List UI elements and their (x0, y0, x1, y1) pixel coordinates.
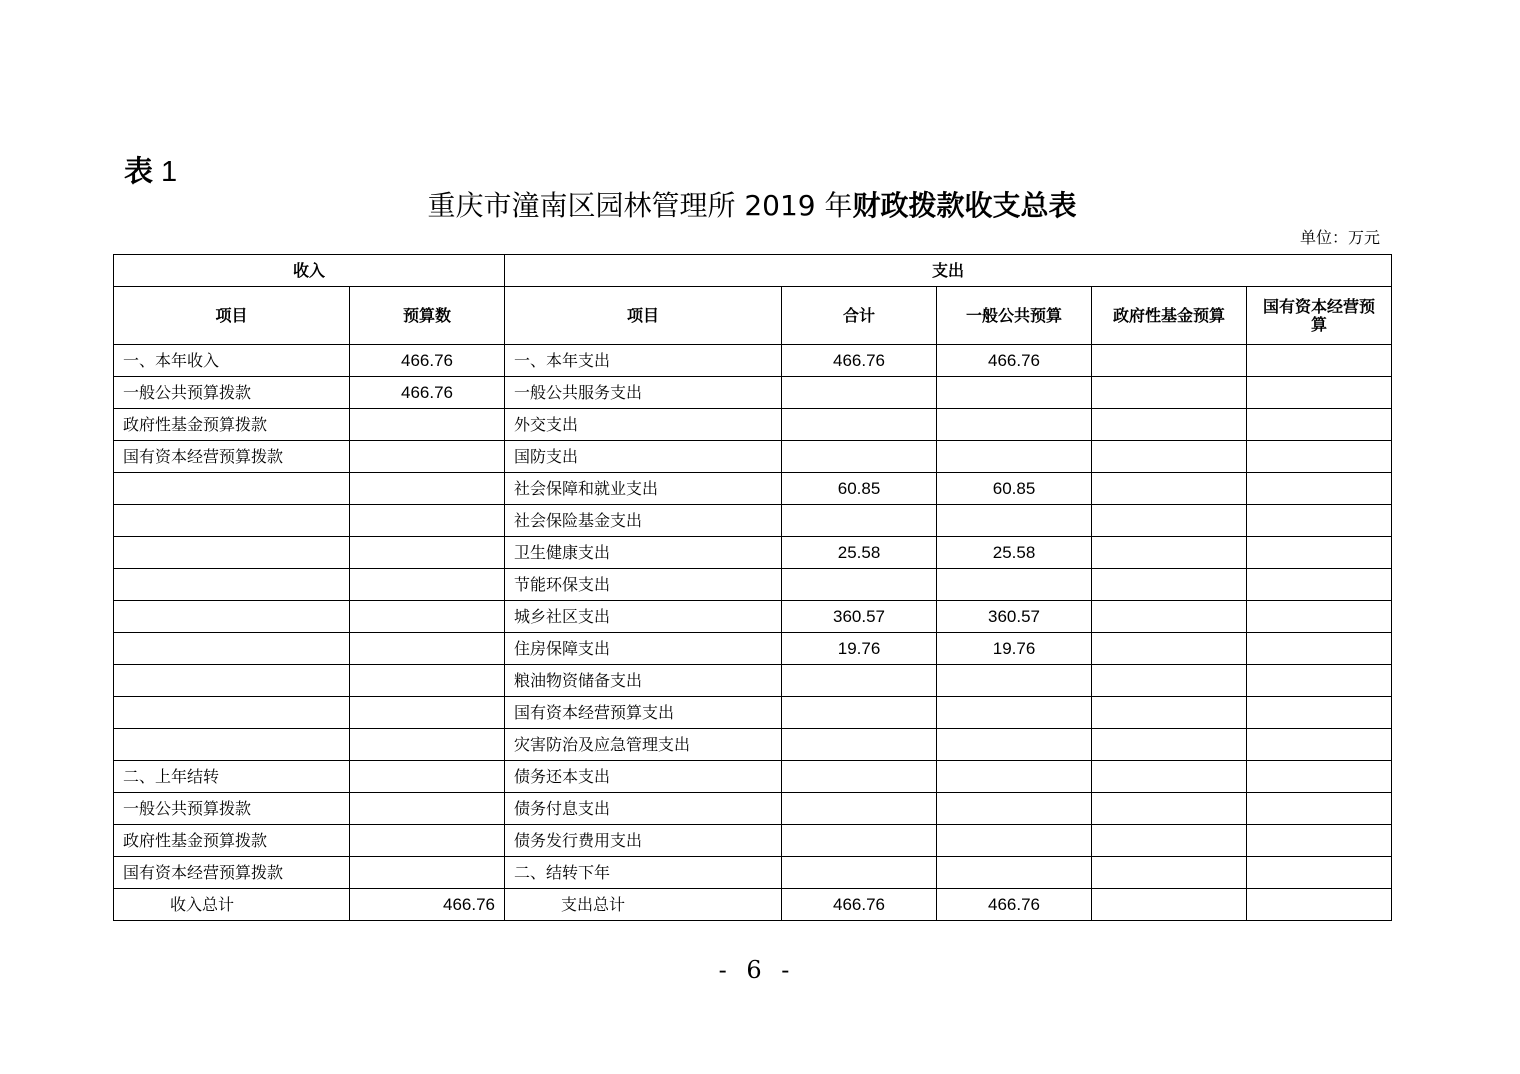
expense-item-cell: 债务还本支出 (505, 761, 782, 793)
income-budget-cell (350, 697, 505, 729)
income-item-cell: 一、本年收入 (114, 345, 350, 377)
government-fund-budget-cell (1092, 665, 1247, 697)
expense-total-cell (782, 569, 937, 601)
general-public-budget-cell (937, 505, 1092, 537)
government-fund-budget-cell (1092, 857, 1247, 889)
expense-item-cell: 社会保障和就业支出 (505, 473, 782, 505)
table-row (114, 601, 1392, 633)
table-label-number: 1 (161, 156, 178, 188)
expense-total-total-cell: 466.76 (782, 889, 937, 921)
table-row (114, 537, 1392, 569)
income-budget-cell (350, 633, 505, 665)
income-budget-cell: 466.76 (350, 377, 505, 409)
government-fund-budget-cell (1092, 569, 1247, 601)
income-budget-cell (350, 473, 505, 505)
income-item-cell: 政府性基金预算拨款 (114, 409, 350, 441)
general-public-budget-cell (937, 569, 1092, 601)
state-capital-budget-cell (1247, 665, 1392, 697)
general-public-budget-cell (937, 377, 1092, 409)
expense-item-cell: 社会保险基金支出 (505, 505, 782, 537)
expense-item-cell: 外交支出 (505, 409, 782, 441)
expense-total-cell (782, 793, 937, 825)
expense-item-total-cell: 支出总计 (505, 889, 782, 921)
expense-total-cell (782, 761, 937, 793)
expense-item-cell: 卫生健康支出 (505, 537, 782, 569)
income-item-cell (114, 665, 350, 697)
budget-table (113, 254, 1392, 921)
expense-item-cell: 国防支出 (505, 441, 782, 473)
general-public-budget-total-cell: 466.76 (937, 889, 1092, 921)
government-fund-budget-cell (1092, 601, 1247, 633)
expense-item-cell: 二、结转下年 (505, 857, 782, 889)
expense-total-cell: 466.76 (782, 345, 937, 377)
government-fund-budget-cell (1092, 793, 1247, 825)
unit-label: 单位：万元 (1299, 228, 1380, 247)
state-capital-budget-cell (1247, 377, 1392, 409)
expense-item-cell: 城乡社区支出 (505, 601, 782, 633)
expense-item-cell: 粮油物资储备支出 (505, 665, 782, 697)
income-item-cell: 一般公共预算拨款 (114, 377, 350, 409)
expense-total-cell (782, 825, 937, 857)
income-item-cell (114, 729, 350, 761)
state-capital-budget-cell (1247, 505, 1392, 537)
table-label-prefix: 表 (124, 154, 154, 188)
table-row (114, 633, 1392, 665)
income-item-cell: 国有资本经营预算拨款 (114, 857, 350, 889)
income-group-header: 收入 (114, 255, 505, 287)
income-item-cell: 政府性基金预算拨款 (114, 825, 350, 857)
expense-total-cell (782, 729, 937, 761)
expense-total-cell (782, 697, 937, 729)
government-fund-budget-cell (1092, 409, 1247, 441)
expense-total-cell: 60.85 (782, 473, 937, 505)
general-public-budget-cell (937, 665, 1092, 697)
income-budget-cell (350, 601, 505, 633)
expense-total-cell (782, 441, 937, 473)
government-fund-budget-cell (1092, 761, 1247, 793)
table-row (114, 569, 1392, 601)
expense-item-cell: 一般公共服务支出 (505, 377, 782, 409)
table-row (114, 665, 1392, 697)
income-item-cell (114, 697, 350, 729)
page-number: - 6 - (718, 956, 796, 984)
group-header-row (114, 255, 1392, 287)
column-header: 合计 (782, 287, 937, 345)
table-row (114, 473, 1392, 505)
table-row (114, 697, 1392, 729)
income-item-cell (114, 505, 350, 537)
column-header: 预算数 (350, 287, 505, 345)
income-budget-cell (350, 857, 505, 889)
expense-group-header: 支出 (505, 255, 1392, 287)
income-budget-cell (350, 793, 505, 825)
general-public-budget-cell (937, 409, 1092, 441)
income-budget-cell (350, 665, 505, 697)
table-row (114, 345, 1392, 377)
state-capital-budget-cell (1247, 729, 1392, 761)
state-capital-budget-cell (1247, 569, 1392, 601)
income-item-cell (114, 473, 350, 505)
income-budget-cell (350, 569, 505, 601)
government-fund-budget-cell (1092, 537, 1247, 569)
table-row (114, 857, 1392, 889)
income-budget-cell (350, 761, 505, 793)
general-public-budget-cell (937, 441, 1092, 473)
expense-total-cell: 25.58 (782, 537, 937, 569)
government-fund-budget-cell (1092, 441, 1247, 473)
state-capital-budget-cell (1247, 793, 1392, 825)
expense-item-cell: 一、本年支出 (505, 345, 782, 377)
state-capital-budget-cell (1247, 601, 1392, 633)
expense-total-cell: 19.76 (782, 633, 937, 665)
government-fund-budget-cell (1092, 473, 1247, 505)
state-capital-budget-cell (1247, 697, 1392, 729)
income-item-cell (114, 569, 350, 601)
expense-item-cell: 债务发行费用支出 (505, 825, 782, 857)
expense-total-cell (782, 377, 937, 409)
income-budget-cell (350, 505, 505, 537)
general-public-budget-cell: 19.76 (937, 633, 1092, 665)
general-public-budget-cell (937, 857, 1092, 889)
income-budget-total-cell: 466.76 (350, 889, 505, 921)
column-header: 项目 (505, 287, 782, 345)
expense-total-cell: 360.57 (782, 601, 937, 633)
general-public-budget-cell (937, 729, 1092, 761)
government-fund-budget-cell (1092, 345, 1247, 377)
income-budget-cell (350, 537, 505, 569)
government-fund-budget-cell (1092, 729, 1247, 761)
table-row (114, 409, 1392, 441)
expense-total-cell (782, 409, 937, 441)
government-fund-budget-cell (1092, 825, 1247, 857)
expense-item-cell: 国有资本经营预算支出 (505, 697, 782, 729)
table-row (114, 729, 1392, 761)
income-item-total-cell: 收入总计 (114, 889, 350, 921)
government-fund-budget-cell (1092, 377, 1247, 409)
income-budget-cell (350, 825, 505, 857)
income-budget-cell: 466.76 (350, 345, 505, 377)
column-header-row (114, 287, 1392, 345)
general-public-budget-cell (937, 825, 1092, 857)
state-capital-budget-cell (1247, 409, 1392, 441)
income-item-cell (114, 633, 350, 665)
general-public-budget-cell (937, 793, 1092, 825)
state-capital-budget-cell (1247, 441, 1392, 473)
column-header: 一般公共预算 (937, 287, 1092, 345)
income-item-cell: 国有资本经营预算拨款 (114, 441, 350, 473)
income-budget-cell (350, 441, 505, 473)
income-item-cell (114, 601, 350, 633)
expense-total-cell (782, 665, 937, 697)
table-row (114, 505, 1392, 537)
total-row (114, 889, 1392, 921)
general-public-budget-cell (937, 697, 1092, 729)
table-row (114, 825, 1392, 857)
general-public-budget-cell: 60.85 (937, 473, 1092, 505)
table-row (114, 441, 1392, 473)
title-bold: 财政拨款收支总表 (852, 189, 1077, 222)
general-public-budget-cell: 25.58 (937, 537, 1092, 569)
expense-item-cell: 住房保障支出 (505, 633, 782, 665)
state-capital-budget-cell (1247, 473, 1392, 505)
income-item-cell (114, 537, 350, 569)
column-header: 国有资本经营预算 (1247, 287, 1392, 345)
general-public-budget-cell (937, 761, 1092, 793)
state-capital-budget-cell (1247, 633, 1392, 665)
table-row (114, 761, 1392, 793)
title-regular: 重庆市潼南区园林管理所 2019 年 (427, 189, 853, 222)
income-item-cell: 二、上年结转 (114, 761, 350, 793)
page-title (0, 186, 1504, 226)
table-row (114, 377, 1392, 409)
state-capital-budget-cell (1247, 857, 1392, 889)
expense-item-cell: 灾害防治及应急管理支出 (505, 729, 782, 761)
government-fund-budget-cell (1092, 697, 1247, 729)
general-public-budget-cell: 360.57 (937, 601, 1092, 633)
table-row (114, 793, 1392, 825)
income-budget-cell (350, 409, 505, 441)
state-capital-budget-cell (1247, 537, 1392, 569)
column-header: 政府性基金预算 (1092, 287, 1247, 345)
general-public-budget-cell: 466.76 (937, 345, 1092, 377)
income-budget-cell (350, 729, 505, 761)
government-fund-budget-cell (1092, 505, 1247, 537)
state-capital-budget-cell (1247, 761, 1392, 793)
expense-item-cell: 债务付息支出 (505, 793, 782, 825)
government-fund-budget-cell (1092, 633, 1247, 665)
column-header: 项目 (114, 287, 350, 345)
government-fund-budget-total-cell (1092, 889, 1247, 921)
state-capital-budget-total-cell (1247, 889, 1392, 921)
expense-total-cell (782, 857, 937, 889)
expense-total-cell (782, 505, 937, 537)
state-capital-budget-cell (1247, 825, 1392, 857)
state-capital-budget-cell (1247, 345, 1392, 377)
income-item-cell: 一般公共预算拨款 (114, 793, 350, 825)
expense-item-cell: 节能环保支出 (505, 569, 782, 601)
